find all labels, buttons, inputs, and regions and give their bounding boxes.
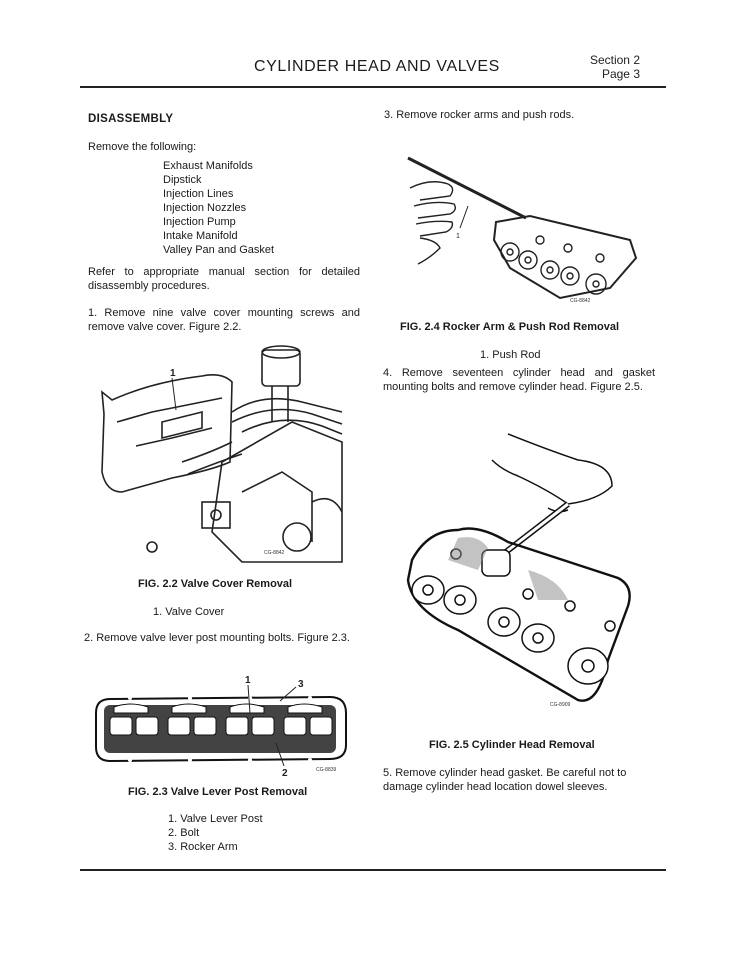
fig-2-4-code: CG-8842	[570, 298, 591, 304]
section-number: Section 2	[589, 53, 640, 67]
fig-2-5-illustration	[398, 430, 648, 720]
step-3: 3. Remove rocker arms and push rods.	[384, 109, 575, 121]
fig-2-3-illustration	[90, 673, 352, 777]
fig-2-2-legend	[153, 605, 224, 619]
fig-2-5-caption: FIG. 2.5 Cylinder Head Removal	[429, 739, 595, 751]
footer-rule	[80, 869, 666, 871]
fig-2-2-callout: 1	[170, 368, 176, 379]
page-number: Page 3	[601, 67, 640, 81]
fig-2-3-callout-1: 1	[245, 675, 251, 686]
legend-item: 1. Valve Lever Post	[168, 813, 263, 825]
list-item: Intake Manifold	[163, 230, 238, 242]
legend-item: 2. Bolt	[168, 827, 200, 839]
section-page-info	[590, 53, 640, 81]
step-4: 4. Remove seventeen cylinder head and gasket mounting bolts and remove cylinder head. Figure 2.5.	[383, 367, 655, 393]
step-5: 5. Remove cylinder head gasket. Be careful not to damage cylinder head location dowel sleeves.	[383, 767, 627, 793]
legend-item: 3. Rocker Arm	[168, 841, 238, 853]
header-rule	[80, 86, 666, 88]
fig-2-2-code: CG-8842	[264, 550, 285, 556]
fig-2-4-legend	[480, 348, 541, 362]
fig-2-4-caption: FIG. 2.4 Rocker Arm & Push Rod Removal	[400, 321, 620, 333]
fig-2-3-code: CG-8839	[316, 767, 337, 773]
list-item: Injection Nozzles	[163, 202, 247, 214]
fig-2-4-illustration	[400, 148, 640, 308]
fig-2-3-caption: FIG. 2.3 Valve Lever Post Removal	[128, 786, 308, 798]
refer-paragraph: Refer to appropriate manual section for detailed disassembly procedures.	[88, 266, 360, 292]
fig-2-4-callout: 1	[456, 233, 460, 240]
fig-2-2-caption: FIG. 2.2 Valve Cover Removal	[138, 578, 293, 590]
step-2: 2. Remove valve lever post mounting bolts. Figure 2.3.	[84, 632, 350, 644]
fig-2-3-callout-3: 3	[298, 679, 304, 690]
legend-item: 1. Push Rod	[480, 349, 541, 361]
list-item: Dipstick	[163, 174, 202, 186]
legend-item: 1. Valve Cover	[153, 606, 225, 618]
fig-2-3-callout-2: 2	[282, 768, 288, 777]
list-item: Exhaust Manifolds	[163, 160, 253, 172]
page-title: CYLINDER HEAD AND VALVES	[254, 58, 500, 75]
remove-intro: Remove the following:	[88, 141, 197, 153]
list-item: Injection Lines	[163, 188, 234, 200]
disassembly-heading: DISASSEMBLY	[88, 113, 174, 125]
step-1: 1. Remove nine valve cover mounting screws and remove valve cover. Figure 2.2.	[88, 307, 360, 333]
fig-2-5-code: CG-8909	[550, 702, 571, 708]
fig-2-2-illustration	[92, 342, 350, 568]
list-item: Injection Pump	[163, 216, 236, 228]
list-item: Valley Pan and Gasket	[163, 244, 275, 256]
fig-2-3-legend	[168, 812, 263, 854]
remove-items-list	[163, 159, 274, 257]
